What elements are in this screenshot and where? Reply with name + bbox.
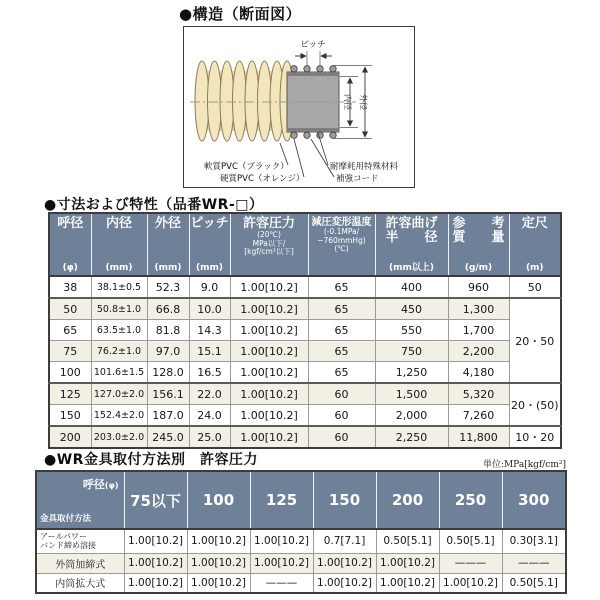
spec-cell: 75 xyxy=(49,341,91,362)
spec-row-125 xyxy=(49,383,561,405)
spec-cell: 187.0 xyxy=(147,405,189,427)
spec-header-row xyxy=(49,213,561,276)
spec-cell: 400 xyxy=(375,276,448,298)
fit-cell: 1.00[10.2] xyxy=(124,553,187,573)
spec-cell: 50.8±1.0 xyxy=(91,298,147,320)
spec-cell: 81.8 xyxy=(147,320,189,341)
fit-cell: ——— xyxy=(250,573,313,593)
spec-cell: 1,700 xyxy=(448,320,509,341)
spec-cell: 65 xyxy=(49,320,91,341)
spec-cell: 245.0 xyxy=(147,426,189,448)
spec-cell: 24.0 xyxy=(189,405,230,427)
spec-cell: 60 xyxy=(308,383,375,405)
fit-cell: ——— xyxy=(439,553,502,573)
fit-col-250: 250 xyxy=(439,471,502,529)
spec-cell: 1.00[10.2] xyxy=(230,320,308,341)
spec-cell: 52.3 xyxy=(147,276,189,298)
col-header-reference-mass: 参 考 質 量 (g/m) xyxy=(448,213,509,276)
spec-row-75 xyxy=(49,341,561,362)
spec-cell: 60 xyxy=(308,426,375,448)
spec-cell: 1.00[10.2] xyxy=(230,298,308,320)
fitting-section-title: ●WR金具取付方法別 許容圧力 xyxy=(44,452,258,468)
spec-cell: 128.0 xyxy=(147,362,189,384)
spec-cell: 66.8 xyxy=(147,298,189,320)
hose-corrugation-illustration xyxy=(195,61,294,141)
material-callouts xyxy=(204,133,399,184)
spec-cell: 200 xyxy=(49,426,91,448)
spec-row-150 xyxy=(49,405,561,427)
fitting-pressure-table xyxy=(35,470,567,594)
fit-cell: 1.00[10.2] xyxy=(187,573,250,593)
inner-diameter-label: 内径 xyxy=(343,94,352,110)
fit-cell: 1.00[10.2] xyxy=(124,573,187,593)
spec-cell: 9.0 xyxy=(189,276,230,298)
spec-cell: 5,320 xyxy=(448,383,509,405)
spec-cell: 1.00[10.2] xyxy=(230,405,308,427)
spec-cell: 63.5±1.0 xyxy=(91,320,147,341)
spec-cell: 1.00[10.2] xyxy=(230,383,308,405)
spec-cell: 450 xyxy=(375,298,448,320)
fit-cell: 1.00[10.2] xyxy=(313,553,376,573)
spec-cell: 7,260 xyxy=(448,405,509,427)
spec-cell: 1,300 xyxy=(448,298,509,320)
col-header-outer-diameter: 外径 (mm) xyxy=(147,213,189,276)
fit-col-200: 200 xyxy=(376,471,439,529)
spec-cell: 65 xyxy=(308,362,375,384)
spec-cell: 14.3 xyxy=(189,320,230,341)
fitting-method-label: 内筒拡大式 xyxy=(36,573,124,593)
spec-cell: 152.4±2.0 xyxy=(91,405,147,427)
fitting-method-label: アールパワー バンド締め溶接 xyxy=(36,529,124,553)
hard-pvc-label: 硬質PVC（オレンジ） xyxy=(220,174,305,184)
fit-col-300: 300 xyxy=(502,471,566,529)
spec-cell-length-merged: 20・(50) xyxy=(509,383,561,426)
spec-cell: 11,800 xyxy=(448,426,509,448)
spec-table xyxy=(48,212,562,449)
fitting-row-inner-expand xyxy=(36,573,566,593)
spec-cell-length: 50 xyxy=(509,276,561,298)
spec-cell: 15.1 xyxy=(189,341,230,362)
fitting-row-band-weld xyxy=(36,529,566,553)
spec-cell: 156.1 xyxy=(147,383,189,405)
spec-cell: 25.0 xyxy=(189,426,230,448)
pitch-dimension xyxy=(295,40,332,65)
fit-cell: 1.00[10.2] xyxy=(124,529,187,553)
col-header-inner-diameter: 内径 (mm) xyxy=(91,213,147,276)
corner-nominal-dia-unit: (φ) xyxy=(104,481,119,490)
fitting-row-outer-crimp xyxy=(36,553,566,573)
spec-cell: 22.0 xyxy=(189,383,230,405)
spec-cell: 4,180 xyxy=(448,362,509,384)
cross-section-diagram xyxy=(183,26,415,188)
col-header-allowable-pressure: 許容圧力 (20℃) MPa以下/ [kgf/cm²以下] xyxy=(230,213,308,276)
spec-cell: 65 xyxy=(308,298,375,320)
spec-row-100 xyxy=(49,362,561,384)
spec-row-65 xyxy=(49,320,561,341)
corner-header-cell xyxy=(36,471,124,529)
spec-cell-length-merged: 20・50 xyxy=(509,298,561,383)
col-header-bend-radius: 許容曲げ 半 径 (mm以上) xyxy=(375,213,448,276)
spec-cell: 2,000 xyxy=(375,405,448,427)
spec-cell: 50 xyxy=(49,298,91,320)
spec-cell: 65 xyxy=(308,320,375,341)
fit-cell: 0.50[5.1] xyxy=(502,573,566,593)
spec-cell: 1,500 xyxy=(375,383,448,405)
spec-cell: 960 xyxy=(448,276,509,298)
spec-cell: 65 xyxy=(308,341,375,362)
fitting-method-label: 外筒加締式 xyxy=(36,553,124,573)
spec-row-38 xyxy=(49,276,561,298)
pitch-label: ピッチ xyxy=(300,40,326,50)
structure-section-title: ●構造（断面図） xyxy=(179,5,302,23)
col-header-nominal-diameter: 呼径 (φ) xyxy=(49,213,91,276)
spec-cell: 101.6±1.5 xyxy=(91,362,147,384)
spec-cell: 97.0 xyxy=(147,341,189,362)
spec-cell: 750 xyxy=(375,341,448,362)
fit-cell: 0.50[5.1] xyxy=(376,529,439,553)
fit-cell: 1.00[10.2] xyxy=(250,529,313,553)
spec-cell: 127.0±2.0 xyxy=(91,383,147,405)
fitting-header-row xyxy=(36,471,566,529)
col-header-standard-length: 定尺 (m) xyxy=(509,213,561,276)
fit-cell: 1.00[10.2] xyxy=(187,553,250,573)
col-header-vacuum-deformation-temp: 減圧変形温度 (-0.1MPa/ −760mmHg) (℃) xyxy=(308,213,375,276)
spec-cell: 2,250 xyxy=(375,426,448,448)
fit-cell: ——— xyxy=(502,553,566,573)
reinforce-cord-label: 補強コード xyxy=(336,174,379,184)
spec-cell: 1,250 xyxy=(375,362,448,384)
spec-row-50 xyxy=(49,298,561,320)
fit-cell: 1.00[10.2] xyxy=(439,573,502,593)
fit-col-100: 100 xyxy=(187,471,250,529)
spec-cell: 1.00[10.2] xyxy=(230,362,308,384)
spec-cell: 65 xyxy=(308,276,375,298)
fit-cell: 1.00[10.2] xyxy=(187,529,250,553)
hose-diagram-svg xyxy=(184,27,412,185)
fit-cell: 0.50[5.1] xyxy=(439,529,502,553)
fit-cell: 0.30[3.1] xyxy=(502,529,566,553)
fit-col-150: 150 xyxy=(313,471,376,529)
outer-diameter-label: 外径 xyxy=(358,94,368,110)
spec-cell: 2,200 xyxy=(448,341,509,362)
fit-cell: 1.00[10.2] xyxy=(250,553,313,573)
corner-method-label: 金具取付方法 xyxy=(40,514,92,524)
spec-cell: 1.00[10.2] xyxy=(230,276,308,298)
spec-cell: 1.00[10.2] xyxy=(230,426,308,448)
spec-cell: 10.0 xyxy=(189,298,230,320)
col-header-pitch: ピッチ (mm) xyxy=(189,213,230,276)
spec-cell: 1.00[10.2] xyxy=(230,341,308,362)
spec-cell: 203.0±2.0 xyxy=(91,426,147,448)
wear-material-label: 耐摩耗用特殊材料 xyxy=(330,162,399,172)
spec-cell: 550 xyxy=(375,320,448,341)
spec-cell: 125 xyxy=(49,383,91,405)
spec-cell: 150 xyxy=(49,405,91,427)
fit-cell: 1.00[10.2] xyxy=(376,573,439,593)
spec-row-200 xyxy=(49,426,561,448)
fit-cell: 1.00[10.2] xyxy=(313,573,376,593)
unit-note: 単位:MPa[kgf/cm²] xyxy=(482,460,566,470)
spec-cell: 38 xyxy=(49,276,91,298)
fit-col-75: 75以下 xyxy=(124,471,187,529)
fit-cell: 1.00[10.2] xyxy=(376,553,439,573)
soft-pvc-label: 軟質PVC（ブラック） xyxy=(204,162,289,172)
fit-col-125: 125 xyxy=(250,471,313,529)
spec-cell: 38.1±0.5 xyxy=(91,276,147,298)
spec-cell: 16.5 xyxy=(189,362,230,384)
spec-section-title: ●寸法および特性（品番WR-□） xyxy=(44,197,264,213)
corner-nominal-dia-label: 呼径 xyxy=(82,478,105,491)
spec-cell-length: 10・20 xyxy=(509,426,561,448)
spec-cell: 60 xyxy=(308,405,375,427)
spec-cell: 100 xyxy=(49,362,91,384)
spec-cell: 76.2±1.0 xyxy=(91,341,147,362)
fit-cell: 0.7[7.1] xyxy=(313,529,376,553)
